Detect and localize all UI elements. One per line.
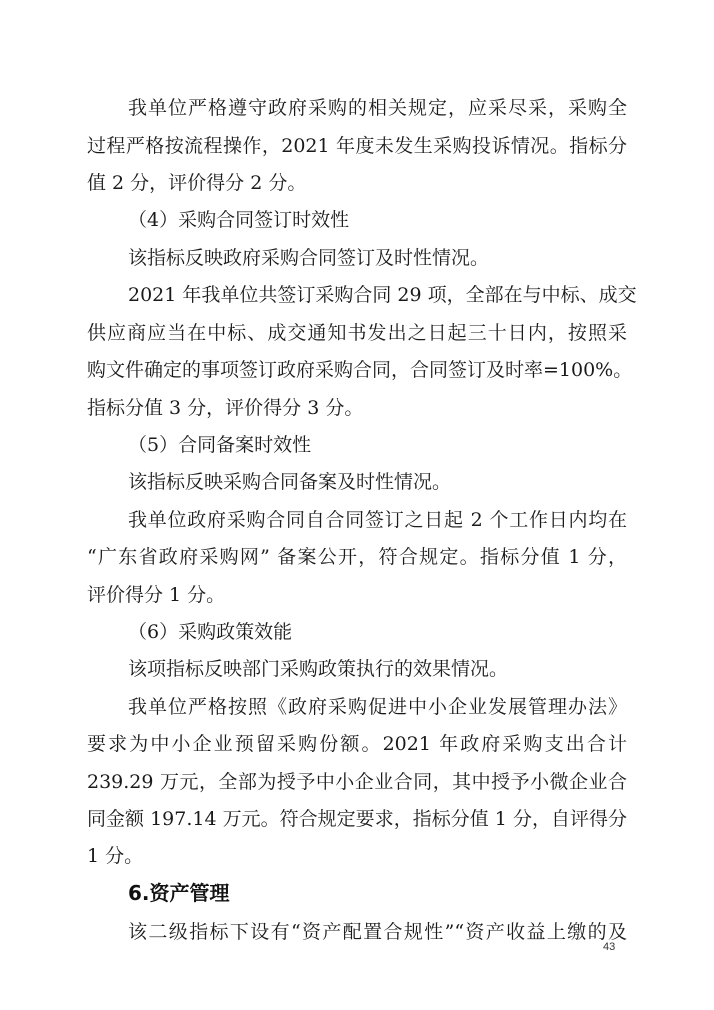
paragraph-line: 该指标反映采购合同备案及时性情况。 <box>128 471 452 493</box>
paragraph-line: 2021 年我单位共签订采购合同 29 项，全部在与中标、成交 <box>128 284 637 306</box>
paragraph-line: 我单位政府采购合同自合同签订之日起 2 个工作日内均在 <box>128 509 627 531</box>
section-subheading: （6）采购政策效能 <box>128 621 293 643</box>
paragraph-line: 我单位严格遵守政府采购的相关规定，应采尽采，采购全 <box>128 97 627 119</box>
paragraph-line: 该二级指标下设有“资产配置合规性”“资产收益上缴的及 <box>128 921 627 943</box>
section-subheading: （5）合同备案时效性 <box>128 434 312 456</box>
page-number: 43 <box>603 941 616 953</box>
paragraph-line: 1 分。 <box>87 845 144 867</box>
paragraph-line: 同金额 197.14 万元。符合规定要求，指标分值 1 分，自评得分 <box>87 808 627 830</box>
section-subheading: （4）采购合同签订时效性 <box>128 209 350 231</box>
paragraph-line: 该项指标反映部门采购政策执行的效果情况。 <box>128 658 509 680</box>
paragraph-line: 供应商应当在中标、成交通知书发出之日起三十日内，按照采 <box>87 322 627 344</box>
paragraph-line: 我单位严格按照《政府采购促进中小企业发展管理办法》 <box>128 696 627 718</box>
paragraph-line: 该指标反映政府采购合同签订及时性情况。 <box>128 247 490 269</box>
paragraph-line: 指标分值 3 分，评价得分 3 分。 <box>87 397 364 419</box>
paragraph-line: 值 2 分，评价得分 2 分。 <box>87 172 307 194</box>
paragraph-line: 购文件确定的事项签订政府采购合同，合同签订及时率=100%。 <box>87 359 633 381</box>
paragraph-line: 评价得分 1 分。 <box>87 584 226 606</box>
paragraph-line: 239.29 万元，全部为授予中小企业合同，其中授予小微企业合 <box>87 771 627 793</box>
paragraph-line: 过程严格按流程操作，2021 年度未发生采购投诉情况。指标分 <box>87 135 627 157</box>
paragraph-line: 要求为中小企业预留采购份额。2021 年政府采购支出合计 <box>87 733 627 755</box>
section-heading: 6.资产管理 <box>128 881 230 905</box>
paragraph-line: “广东省政府采购网” 备案公开，符合规定。指标分值 1 分， <box>87 546 627 568</box>
